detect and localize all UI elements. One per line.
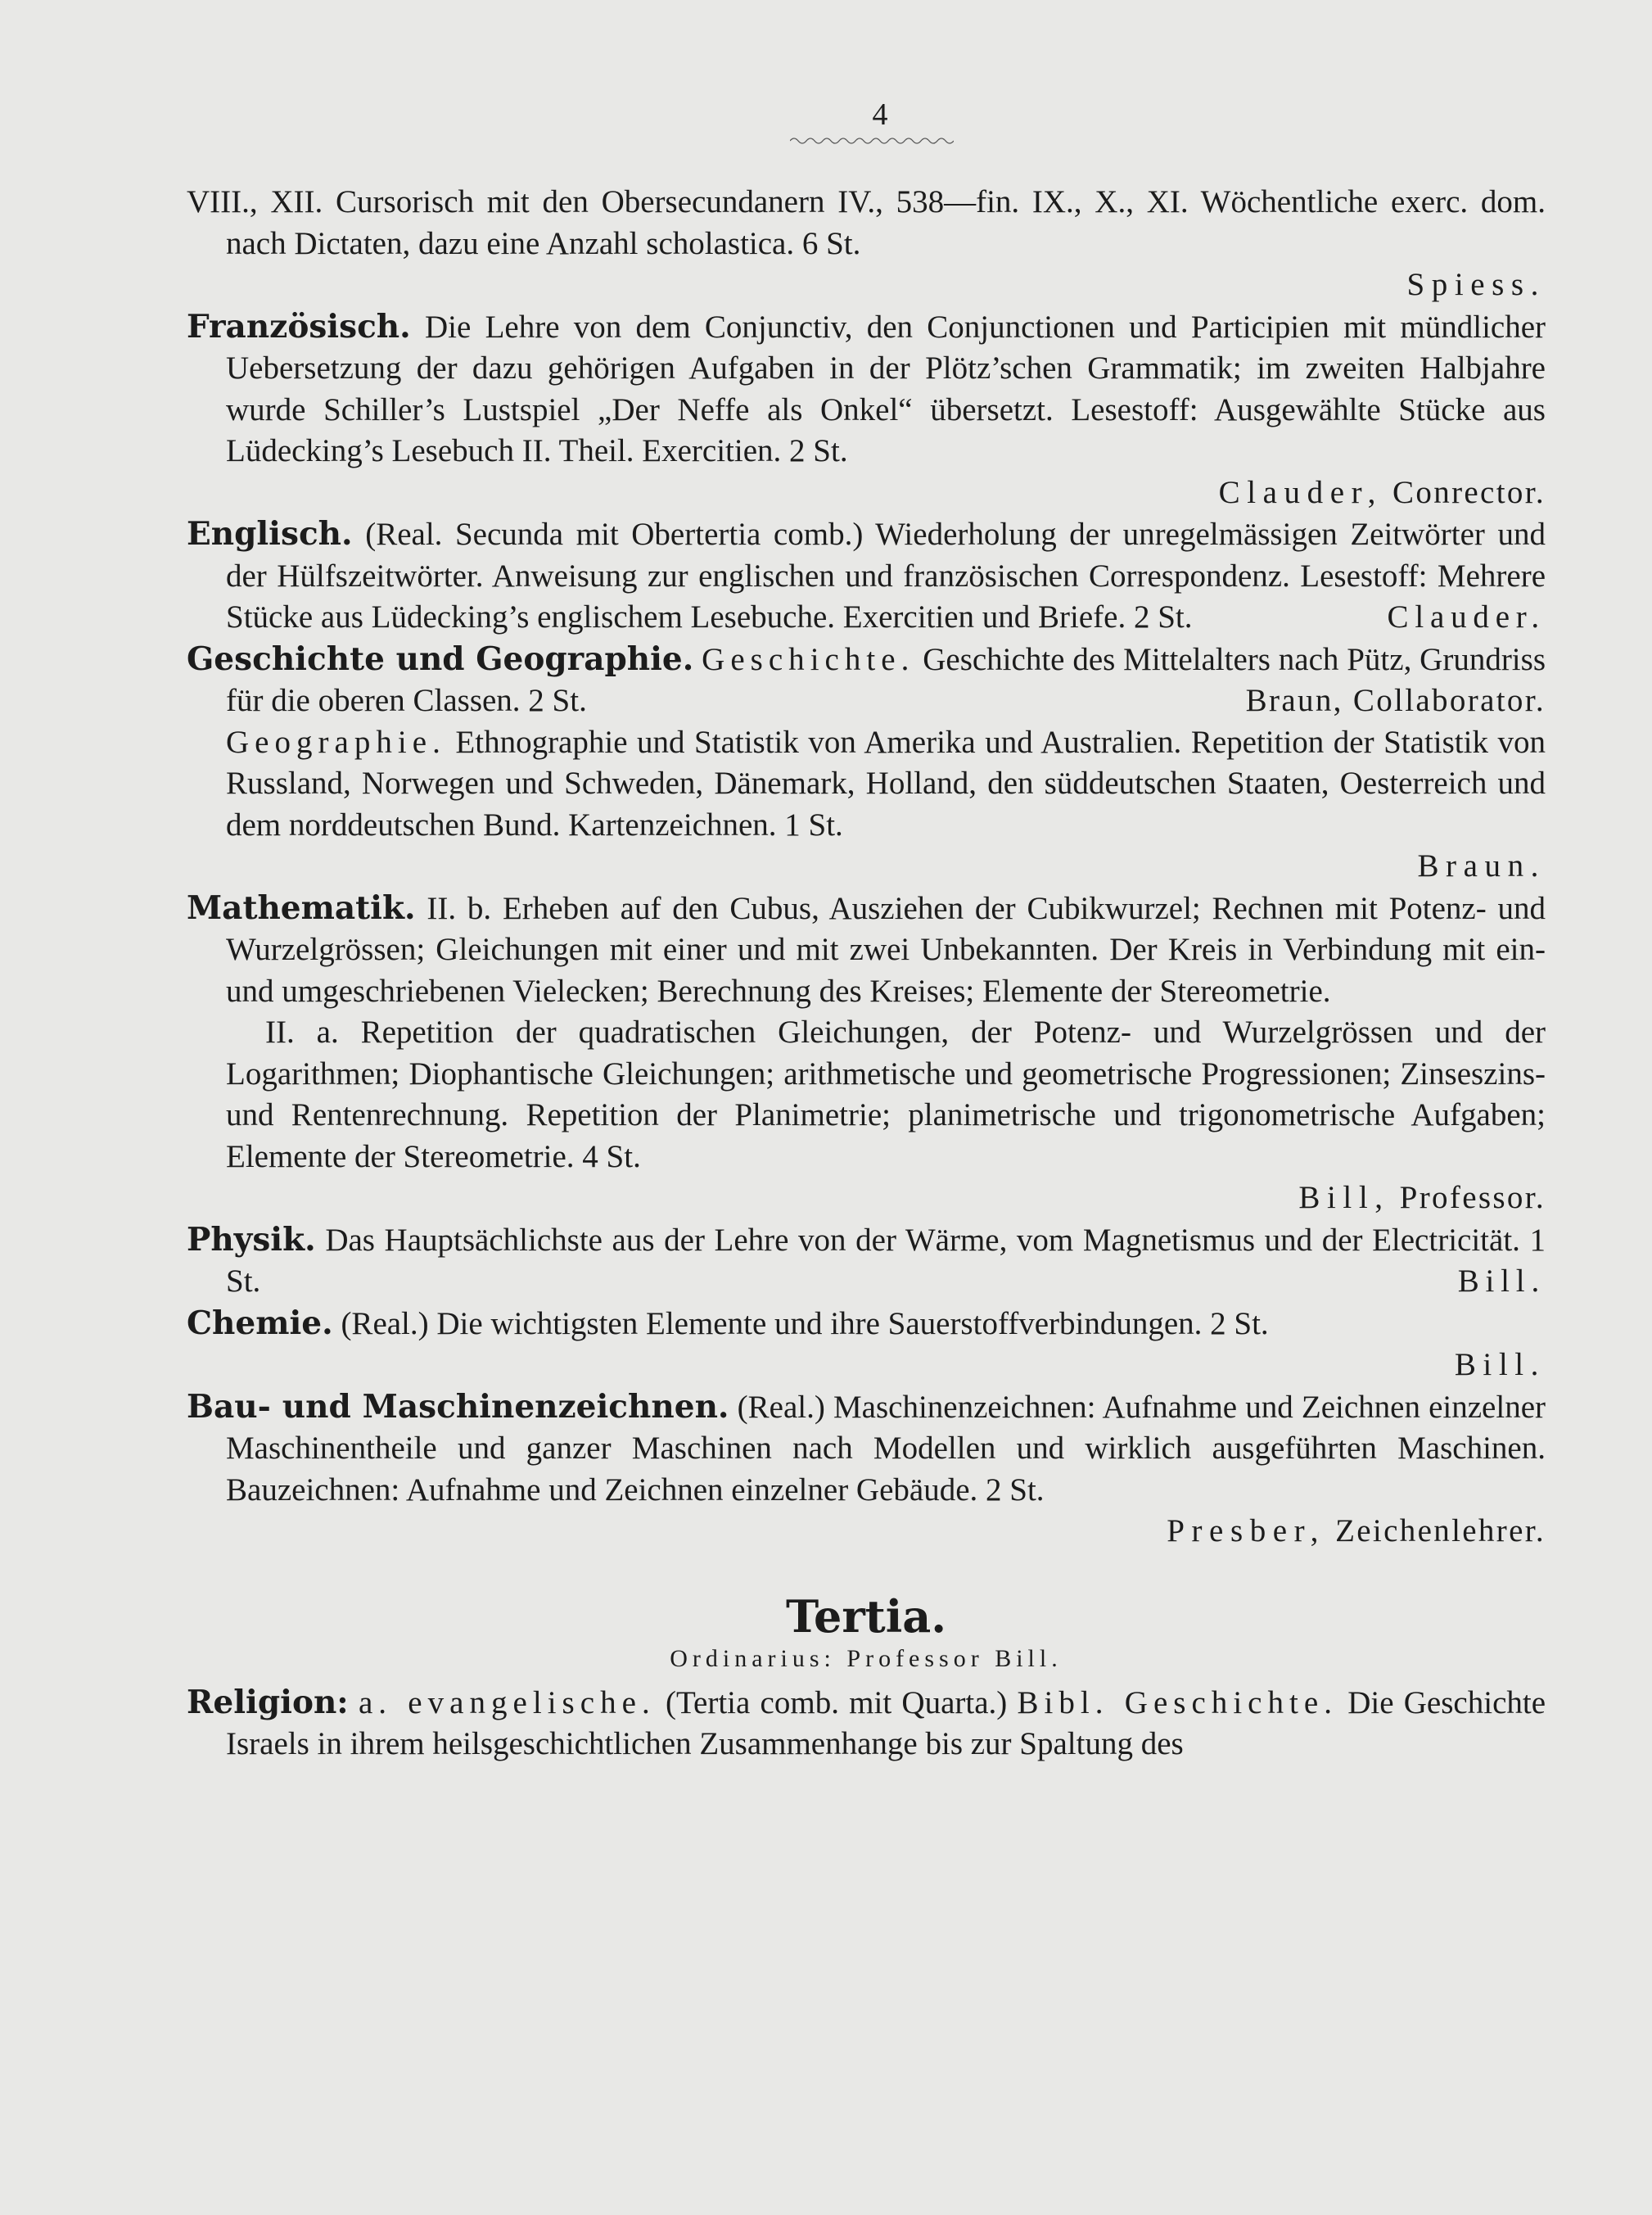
subject-heading: Religion: [187, 1683, 349, 1721]
subject-heading: Englisch. [187, 515, 353, 553]
paragraph-physik: Physik. Das Hauptsächlichste aus der Lehre von der Wärme, vom Magnetismus und der Electricität. 1 St. Bill. [187, 1219, 1546, 1303]
subsection-label: a. evangelische. [358, 1684, 656, 1720]
paragraph-mathematik-iia: II. a. Repetition der quadratischen Gleichungen, der Potenz- und Wurzelgrössen und der Logarithmen; Diophantische Gleichungen; arithmetische und geometrische Progressionen; Zinseszins- und Rentenrechnung. Repetition der Planimetrie; planimetrische und trigonometrische Aufgaben; Elemente der Stereometrie. 4 St. [226, 1015, 1546, 1174]
section-title: Tertia. [785, 1589, 947, 1643]
paragraph-latin-continued: VIII., XII. Cursorisch mit den Obersecundanern IV., 538—fin. IX., X., XI. Wöchentliche exerc. dom. nach Dictaten, dazu eine Anzahl scholastica. 6 St. [187, 184, 1546, 261]
ornament-rule [790, 135, 954, 147]
paragraph-geographie: Geographie. Ethnographie und Statistik von Amerika und Australien. Repetition der Statistik von Russland, Norwegen und Schweden, Dänemark, Holland, den süddeutschen Staaten, Oesterreich und dem norddeutschen Bund. Kartenzeichnen. 1 St. [226, 724, 1546, 843]
paragraph-franzoesisch: Französisch. Die Lehre von dem Conjunctiv, den Conjunctionen und Participien mit mündlicher Uebersetzung der dazu gehörigen Aufgaben in der Plötz’schen Grammatik; im zweiten Halbjahre wurde Schiller’s Lustspiel „Der Neffe als Onkel“ übersetzt. Lesestoff: Ausgewählte Stücke aus Lüdecking’s Lesebuch II. Theil. Exercitien. 2 St. [187, 307, 1546, 468]
subject-heading: Physik. [187, 1220, 316, 1259]
ordinarius-line: Ordinarius: Professor Bill. [670, 1644, 1063, 1672]
page-content [187, 182, 1546, 1765]
signature: Braun. [1417, 848, 1546, 884]
paragraph-zeichnen: Bau- und Maschinenzeichnen. (Real.) Maschinenzeichnen: Aufnahme und Zeichnen einzelner Maschinentheile und ganzer Maschinen nach Modellen und wirklich ausgeführten Maschinen. Bauzeichnen: Aufnahme und Zeichnen einzelner Gebäude. 2 St. [187, 1387, 1546, 1508]
signature: Braun, Collaborator. [1245, 683, 1546, 718]
signature: Bill. [1457, 1263, 1546, 1299]
paragraph-englisch: Englisch. (Real. Secunda mit Obertertia comb.) Wiederholung der unregelmässigen Zeitwörter und der Hülfszeitwörter. Anweisung zur englischen und französischen Correspondenz. Lesestoff: Mehrere Stücke aus Lüdecking’s englischem Lesebuche. Exercitien und Briefe. 2 St. Clauder. [187, 513, 1546, 639]
subsection-label: Geschichte. [702, 641, 915, 677]
paragraph-geschichte: Geschichte und Geographie. Geschichte. Geschichte des Mittelalters nach Pütz, Grundriss für die oberen Classen. 2 St. Braun, Collaborator. [187, 639, 1546, 722]
page-number: 4 [872, 97, 888, 132]
signature: Bill. [1454, 1347, 1546, 1382]
subsection-label: Geographie. [226, 724, 446, 760]
signature: Spiess. [1406, 267, 1546, 302]
subsection-label: Bibl. Geschichte. [1017, 1684, 1338, 1720]
signature: Clauder. [1387, 599, 1546, 635]
signature: Clauder, Conrector. [1218, 474, 1546, 510]
subject-heading: Französisch. [187, 307, 411, 346]
paragraph-religion: Religion: a. evangelische. (Tertia comb. mit Quarta.) Bibl. Geschichte. Die Geschichte Israels in ihrem heilsgeschichtlichen Zusammenhange bis zur Spaltung des [187, 1683, 1546, 1761]
paragraph-chemie: Chemie. (Real.) Die wichtigsten Elemente und ihre Sauerstoffverbindungen. 2 St. [187, 1304, 1269, 1342]
subject-heading: Geschichte und Geographie. [187, 640, 694, 678]
subject-heading: Chemie. [187, 1304, 333, 1342]
signature: Presber, Zeichenlehrer. [1167, 1513, 1546, 1548]
signature: Bill, Professor. [1298, 1180, 1546, 1215]
paragraph-mathematik: Mathematik. II. b. Erheben auf den Cubus, Ausziehen der Cubikwurzel; Rechnen mit Potenz- und Wurzelgrössen; Gleichungen mit einer und mit zwei Unbekannten. Der Kreis in Verbindung mit ein- und umgeschriebenen Vielecken; Berechnung des Kreises; Elemente der Stereometrie. [187, 888, 1546, 1009]
subject-heading: Mathematik. [187, 888, 416, 927]
subject-heading: Bau- und Maschinenzeichnen. [187, 1387, 729, 1426]
